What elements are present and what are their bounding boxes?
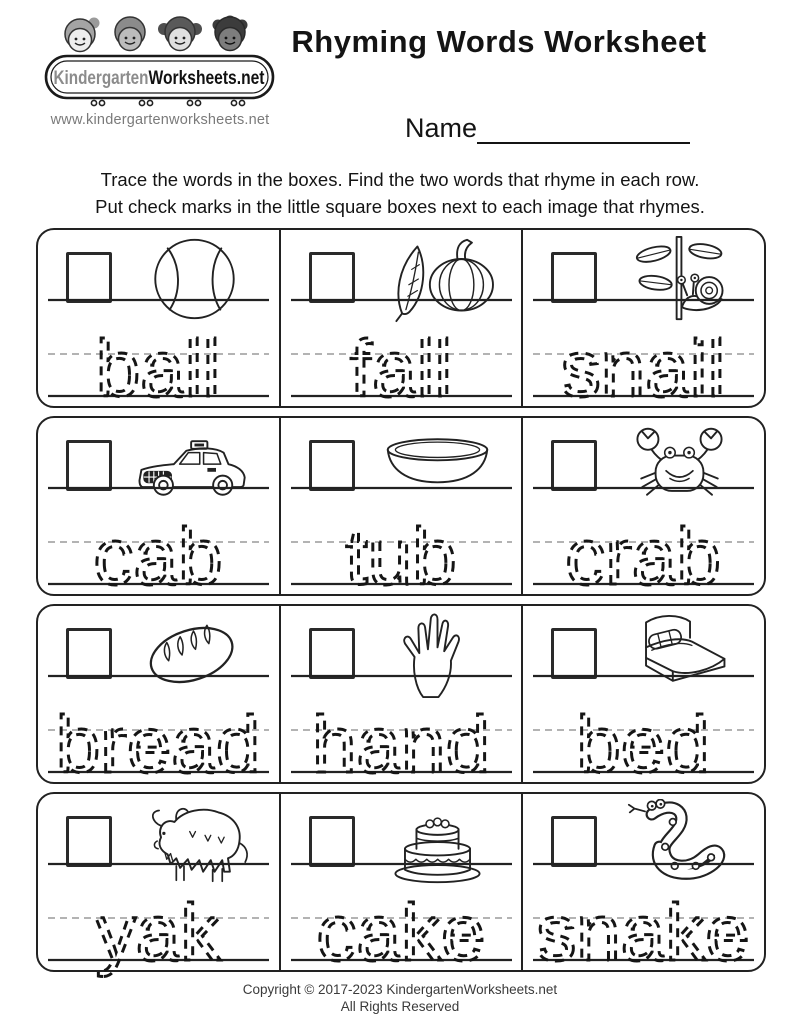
logo-kids bbox=[65, 16, 248, 52]
trace-word-cab[interactable] bbox=[46, 480, 271, 601]
rights-line: All Rights Reserved bbox=[340, 999, 460, 1014]
name-blank-line[interactable] bbox=[477, 112, 690, 144]
trace-word-crab[interactable] bbox=[531, 480, 756, 601]
trace-word-cake[interactable] bbox=[289, 856, 514, 977]
logo-text-kindergarten: Kindergarten bbox=[53, 68, 149, 89]
name-field bbox=[405, 112, 690, 144]
row-2 bbox=[36, 416, 766, 601]
svg-text:snake: snake bbox=[536, 888, 751, 977]
word-cell-tub bbox=[279, 418, 524, 601]
instructions-line2: Put check marks in the little square boxes next to each image that rhymes. bbox=[95, 196, 705, 217]
trace-word-ball[interactable] bbox=[46, 292, 271, 413]
svg-text:cake: cake bbox=[316, 888, 486, 977]
name-label: Name bbox=[405, 113, 478, 143]
word-cell-cake bbox=[279, 794, 524, 977]
word-cell-fall bbox=[279, 230, 524, 413]
logo-url: www.kindergartenworksheets.net bbox=[50, 112, 270, 128]
word-cell-bread bbox=[38, 606, 279, 789]
svg-text:KindergartenWorksheets.net bbox=[54, 68, 266, 89]
svg-text:fall: fall bbox=[349, 324, 452, 413]
trace-word-yak[interactable] bbox=[46, 856, 271, 977]
trace-word-snail[interactable] bbox=[531, 292, 756, 413]
word-cell-bed bbox=[523, 606, 764, 789]
row-1 bbox=[36, 228, 766, 413]
logo-text-worksheets: Worksheets.net bbox=[148, 68, 266, 89]
row-3 bbox=[36, 604, 766, 789]
trace-word-tub[interactable] bbox=[289, 480, 514, 601]
trace-word-snake[interactable] bbox=[531, 856, 756, 977]
instructions-line1: Trace the words in the boxes. Find the two words that rhyme in each row. bbox=[100, 169, 700, 190]
svg-text:crab: crab bbox=[565, 512, 722, 601]
trace-word-bread[interactable] bbox=[46, 668, 271, 789]
row-4 bbox=[36, 792, 766, 977]
word-cell-yak bbox=[38, 794, 279, 977]
kindergartenworksheets-logo bbox=[42, 12, 277, 112]
svg-text:bed: bed bbox=[576, 700, 711, 789]
svg-text:ball: ball bbox=[95, 324, 221, 413]
word-cell-hand bbox=[279, 606, 524, 789]
logo-fingers bbox=[91, 100, 244, 105]
word-cell-snake bbox=[523, 794, 764, 977]
svg-text:snail: snail bbox=[561, 324, 726, 413]
svg-text:tub: tub bbox=[345, 512, 457, 601]
word-cell-cab bbox=[38, 418, 279, 601]
trace-word-hand[interactable] bbox=[289, 668, 514, 789]
word-cell-ball bbox=[38, 230, 279, 413]
svg-text:cab: cab bbox=[93, 512, 223, 601]
svg-text:hand: hand bbox=[311, 700, 490, 789]
footer bbox=[0, 981, 800, 1015]
trace-word-fall[interactable] bbox=[289, 292, 514, 413]
instructions bbox=[0, 166, 800, 220]
trace-word-bed[interactable] bbox=[531, 668, 756, 789]
svg-text:yak: yak bbox=[95, 888, 221, 977]
svg-text:bread: bread bbox=[55, 700, 261, 789]
word-cell-snail bbox=[523, 230, 764, 413]
page-title: Rhyming Words Worksheet bbox=[291, 24, 707, 59]
copyright-line: Copyright © 2017-2023 KindergartenWorksheets.net bbox=[242, 982, 558, 997]
word-cell-crab bbox=[523, 418, 764, 601]
